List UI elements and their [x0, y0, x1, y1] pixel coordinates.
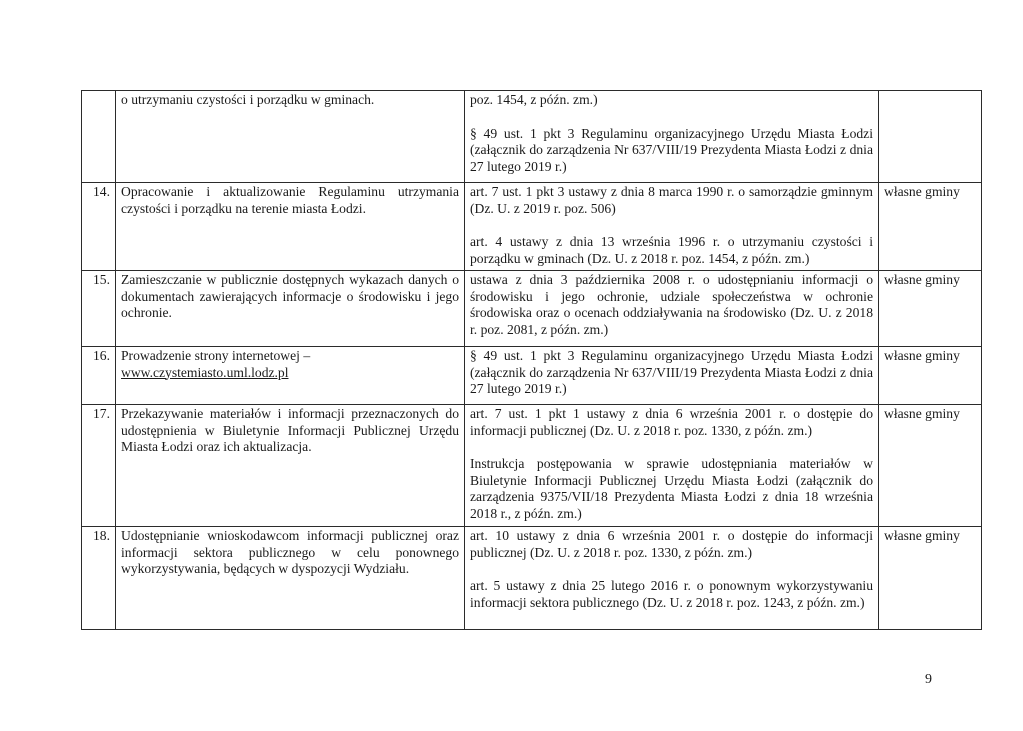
task-description: Opracowanie i aktualizowanie Regulaminu utrzymania czystości i porządku na terenie miasta Łodzi.: [116, 183, 465, 271]
legal-basis-paragraph: ustawa z dnia 3 października 2008 r. o udostępnianiu informacji o środowisku i jego ochronie, udziale społeczeństwa w ochronie środowiska oraz o ocenach oddziaływania na środowisko (Dz. U. z 2018 r. poz. 2081, z późn. zm.): [470, 272, 873, 337]
task-description: Zamieszczanie w publicznie dostępnych wykazach danych o dokumentach zawierających informacje o środowisku i jego ochronie.: [116, 271, 465, 347]
row-number: 15.: [82, 271, 116, 347]
legal-basis-cell: [465, 91, 879, 183]
page-number: 9: [925, 672, 932, 687]
table-row: [82, 527, 982, 630]
row-number: 16.: [82, 347, 116, 405]
legal-basis-paragraph: art. 4 ustawy z dnia 13 września 1996 r. o utrzymaniu czystości i porządku w gminach (Dz. U. z 2018 r. poz. 1454, z późn. zm.): [470, 234, 873, 266]
legal-basis-paragraph: § 49 ust. 1 pkt 3 Regulaminu organizacyjnego Urzędu Miasta Łodzi (załącznik do zarządzenia Nr 637/VIII/19 Prezydenta Miasta Łodzi z dnia 27 lutego 2019 r.): [470, 348, 873, 397]
legal-basis-cell: [465, 527, 879, 630]
competence-cell: własne gminy: [879, 347, 982, 405]
table-row: [82, 183, 982, 271]
competence-cell: własne gminy: [879, 405, 982, 527]
legal-basis-paragraph: art. 10 ustawy z dnia 6 września 2001 r. o dostępie do informacji publicznej (Dz. U. z 2018 r. poz. 1330, z późn. zm.): [470, 528, 873, 560]
legal-basis-paragraph: art. 5 ustawy z dnia 25 lutego 2016 r. o ponownym wykorzystywaniu informacji sektora publicznego (Dz. U. z 2018 r. poz. 1243, z późn. zm.): [470, 578, 873, 610]
legal-basis-paragraph: poz. 1454, z późn. zm.): [470, 92, 598, 107]
legal-basis-paragraph: § 49 ust. 1 pkt 3 Regulaminu organizacyjnego Urzędu Miasta Łodzi (załącznik do zarządzenia Nr 637/VIII/19 Prezydenta Miasta Łodzi z dnia 27 lutego 2019 r.): [470, 125, 873, 174]
task-description: Przekazywanie materiałów i informacji przeznaczonych do udostępnienia w Biuletynie Informacji Publicznej Urzędu Miasta Łodzi oraz ich aktualizacja.: [116, 405, 465, 527]
task-text: Prowadzenie strony internetowej –: [121, 348, 311, 363]
legal-basis-cell: [465, 405, 879, 527]
legal-basis-cell: [465, 183, 879, 271]
row-number: 18.: [82, 527, 116, 630]
table-row: [82, 91, 982, 183]
task-description: Udostępnianie wnioskodawcom informacji publicznej oraz informacji sektora publicznego w celu ponownego wykorzystywania, będących w dyspozycji Wydziału.: [116, 527, 465, 630]
website-link[interactable]: www.czystemiasto.uml.lodz.pl: [121, 364, 289, 380]
legal-basis-cell: [465, 271, 879, 347]
table-row: [82, 405, 982, 527]
competence-cell: własne gminy: [879, 271, 982, 347]
legal-basis-paragraph: Instrukcja postępowania w sprawie udostępniania materiałów w Biuletynie Informacji Publicznej Urzędu Miasta Łodzi (załącznik do zarządzenia 9375/VII/18 Prezydenta Miasta Łodzi z dnia 18 września 2018 r., z późn. zm.): [470, 456, 873, 521]
competence-cell: własne gminy: [879, 183, 982, 271]
legal-basis-paragraph: art. 7 ust. 1 pkt 3 ustawy z dnia 8 marca 1990 r. o samorządzie gminnym (Dz. U. z 2019 r. poz. 506): [470, 184, 873, 216]
row-number: [82, 91, 116, 183]
table-row: [82, 271, 982, 347]
task-description: [116, 347, 465, 405]
legal-basis-paragraph: art. 7 ust. 1 pkt 1 ustawy z dnia 6 września 2001 r. o dostępie do informacji publicznej (Dz. U. z 2018 r. poz. 1330, z późn. zm.): [470, 406, 873, 438]
competence-cell: [879, 91, 982, 183]
legal-basis-table: [81, 90, 982, 630]
row-number: 17.: [82, 405, 116, 527]
legal-basis-cell: [465, 347, 879, 405]
row-number: 14.: [82, 183, 116, 271]
table-row: [82, 347, 982, 405]
task-description: o utrzymaniu czystości i porządku w gminach.: [116, 91, 465, 183]
competence-cell: własne gminy: [879, 527, 982, 630]
